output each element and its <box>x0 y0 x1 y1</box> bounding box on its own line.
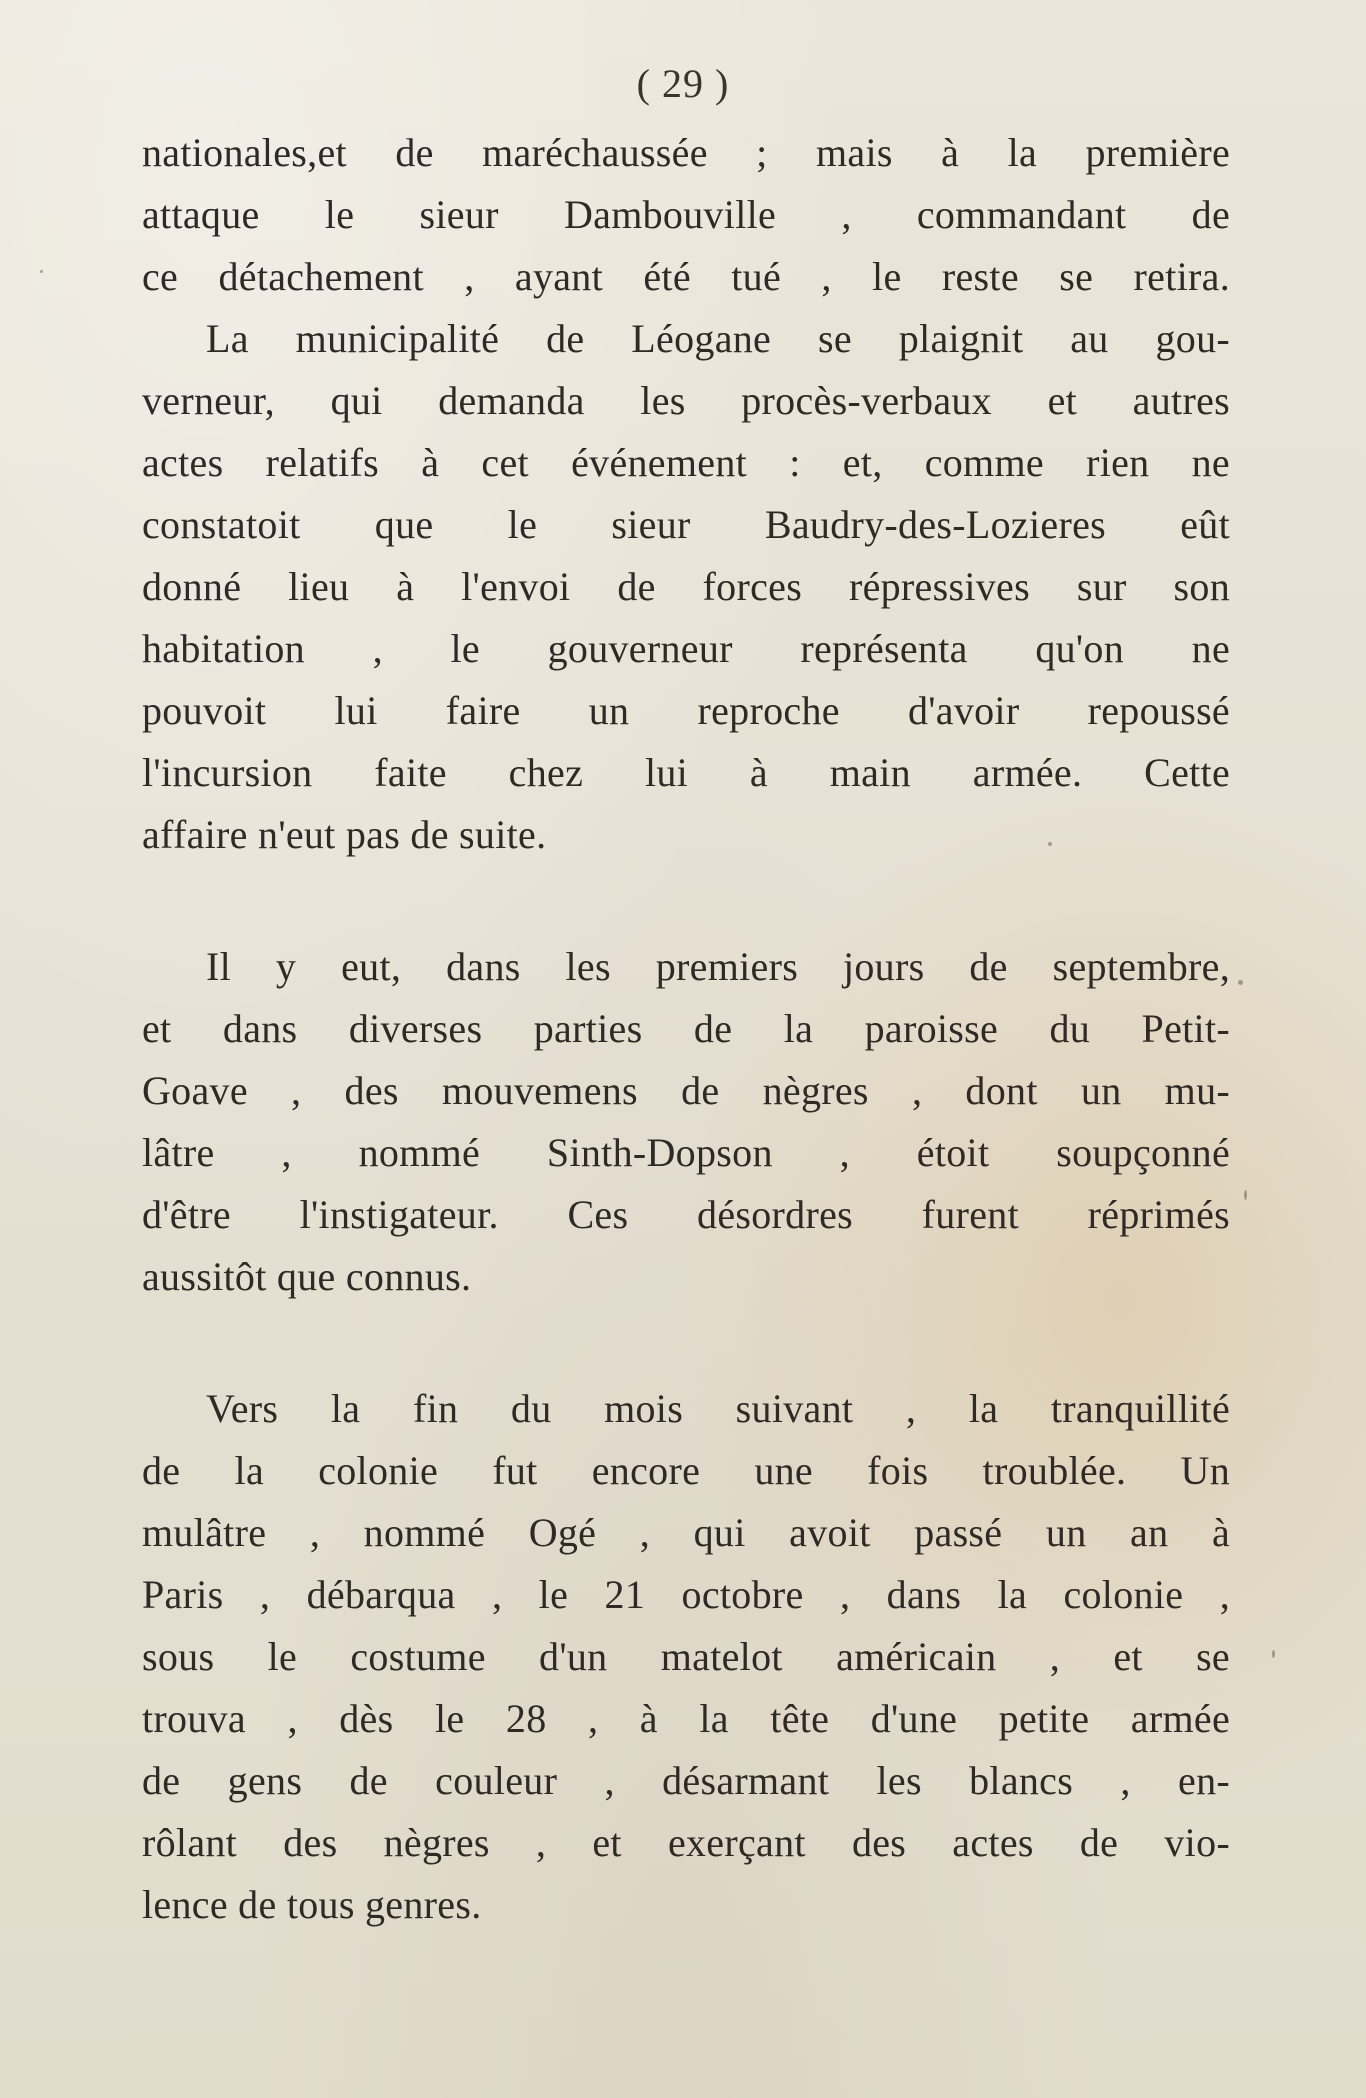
paragraph <box>142 936 1230 1308</box>
text-line: de la colonie fut encore une fois troublée. Un <box>142 1448 1230 1493</box>
text-line: ce détachement , ayant été tué , le reste se retira. <box>142 254 1230 299</box>
text-line: Il y eut, dans les premiers jours de septembre, <box>206 944 1230 989</box>
paper-speck <box>1272 1650 1275 1658</box>
paper-speck <box>1048 842 1052 846</box>
text-line: verneur, qui demanda les procès-verbaux et autres <box>142 378 1230 423</box>
text-line: Vers la fin du mois suivant , la tranquillité <box>206 1386 1230 1431</box>
text-line: l'incursion faite chez lui à main armée. Cette <box>142 750 1230 795</box>
text-line: mulâtre , nommé Ogé , qui avoit passé un an à <box>142 1510 1230 1555</box>
text-line: actes relatifs à cet événement : et, comme rien ne <box>142 440 1230 485</box>
text-line: d'être l'instigateur. Ces désordres furent réprimés <box>142 1192 1230 1237</box>
text-line: trouva , dès le 28 , à la tête d'une petite armée <box>142 1696 1230 1741</box>
text-line: Goave , des mouvemens de nègres , dont un mu- <box>142 1068 1230 1113</box>
text-line: affaire n'eut pas de suite. <box>142 812 547 857</box>
paper-speck <box>1244 1190 1247 1200</box>
text-line: aussitôt que connus. <box>142 1254 472 1299</box>
text-line: pouvoit lui faire un reproche d'avoir repoussé <box>142 688 1230 733</box>
paragraph <box>142 1378 1230 1936</box>
text-line: La municipalité de Léogane se plaignit au gou- <box>206 316 1230 361</box>
text-line: rôlant des nègres , et exerçant des actes de vio- <box>142 1820 1230 1865</box>
paper-speck <box>40 270 43 273</box>
text-line: nationales,et de maréchaussée ; mais à la première <box>142 130 1230 175</box>
text-line: de gens de couleur , désarmant les blancs , en- <box>142 1758 1230 1803</box>
text-line: sous le costume d'un matelot américain , et se <box>142 1634 1230 1679</box>
text-line: lence de tous genres. <box>142 1882 482 1927</box>
paragraph <box>142 122 1230 866</box>
paper-speck <box>1238 980 1243 985</box>
page-number: ( 29 ) <box>636 61 730 106</box>
text-line: lâtre , nommé Sinth-Dopson , étoit soupçonné <box>142 1130 1230 1175</box>
text-line: constatoit que le sieur Baudry-des-Lozieres eût <box>142 502 1230 547</box>
text-line: attaque le sieur Dambouville , commandant de <box>142 192 1230 237</box>
text-line: Paris , débarqua , le 21 octobre , dans la colonie , <box>142 1572 1230 1617</box>
text-line: et dans diverses parties de la paroisse du Petit- <box>142 1006 1230 1051</box>
text-line: donné lieu à l'envoi de forces répressives sur son <box>142 564 1230 609</box>
text-line: habitation , le gouverneur représenta qu'on ne <box>142 626 1230 671</box>
body-text <box>142 122 1230 1936</box>
